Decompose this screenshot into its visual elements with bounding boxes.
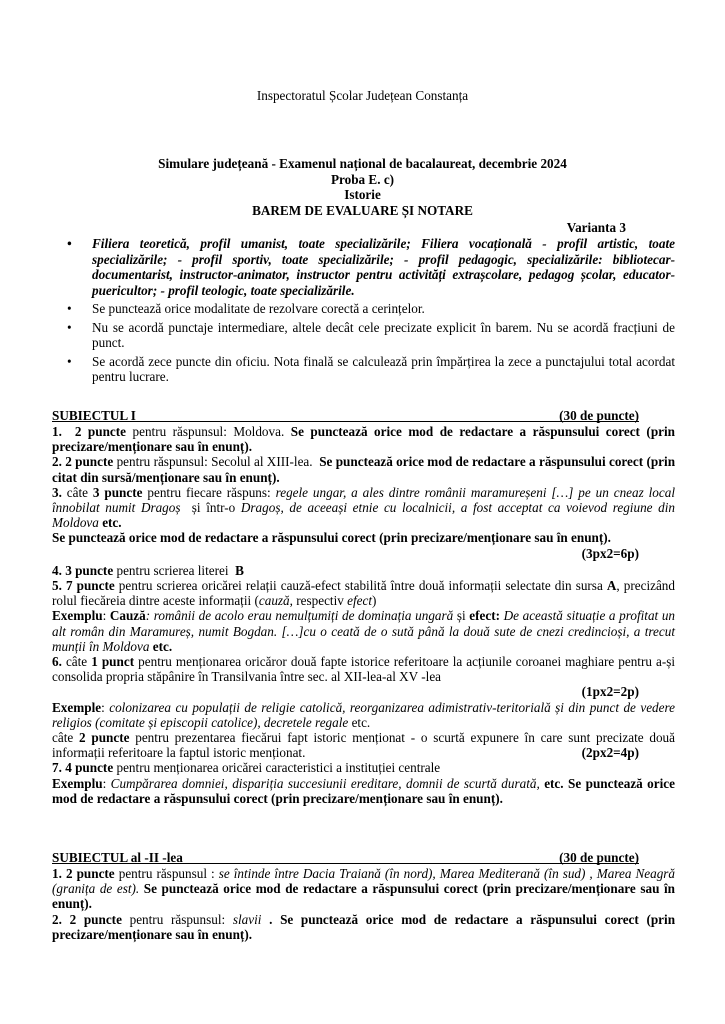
item-3: 3. câte 3 puncte pentru fiecare răspuns: regele ungar, a ales dintre românii maramureșeni […] pe un cneaz local înnobilat numit Dragoș și într-o Dragoș, de aceeași etnie cu localnicii, a fost acceptat ca voievod regiune din Moldova etc. <box>52 484 676 531</box>
item-6-examples: Exemple: colonizarea cu populații de religie catolică, reorganizarea adimistrativ-teritorială și din punct de vedere religios (comitate și episcopii catolice), decretele regale etc. <box>52 699 675 730</box>
section-points: (30 de puncte) <box>559 850 639 865</box>
exam-title: Simulare județeană - Examenul național de bacalaureat, decembrie 2024 <box>158 156 567 171</box>
section-heading <box>52 408 675 424</box>
instruction-bullet: • Se acordă zece puncte din oficiu. Nota finală se calculează prin împărțirea la zece a punctajului total acordat pentru lucrare. <box>52 354 675 385</box>
instructions-list <box>52 236 675 388</box>
item-6-part-2: câte 2 puncte pentru prezentarea fiecărui fapt istoric menționat - o scurtă expunere în care sunt precizate două informații referitoare la faptul istoric menționat. (2px2=4p) <box>52 730 676 761</box>
item-6-score-2: (2px2=4p) <box>581 745 639 761</box>
item-7: 7. 4 puncte pentru menționarea oricărei caracteristici a instituției centrale <box>52 760 441 776</box>
item-4: 4. 3 puncte pentru scrierea literei B <box>52 562 244 578</box>
item-6: 6. câte 1 punct pentru menționarea oricăror două fapte istorice referitoare la acțiunile coroanei maghiare pentru a-și consolida propria stăpânire în Transilvania între sec. al XII-lea-al XV -lea <box>52 654 676 685</box>
item-6-score-1: (1px2=2p) <box>581 684 639 700</box>
item-2: 2. 2 puncte pentru răspunsul: slavii . Se punctează orice mod de redactare a răspunsului corect (prin precizare/menționare sau în enunț). <box>52 911 676 942</box>
exam-subject: Istorie <box>344 187 381 202</box>
inspectorate-header: Inspectoratul Școlar Județean Constanța <box>256 88 469 103</box>
item-2: 2. 2 puncte pentru răspunsul: Secolul al XIII-lea. Se punctează orice mod de redactare a răspunsului corect (prin citat din sursă/menționare sau în enunț). <box>52 454 676 485</box>
section-subiectul-1 <box>52 408 675 806</box>
section-points: (30 de puncte) <box>559 408 639 423</box>
exam-proba: Proba E. c) <box>330 171 395 187</box>
item-3-score: (3px2=6p) <box>581 545 639 561</box>
section-title: SUBIECTUL I <box>52 408 136 423</box>
heading-rule <box>52 421 639 422</box>
section-subiectul-2 <box>52 850 675 942</box>
item-5: 5. 7 puncte pentru scrierea oricărei relații cauză-efect stabilită între două informații selectate din sursa A, precizând rolul fiecăreia dintre aceste informații (cauză, respectiv efect) <box>52 578 675 609</box>
item-1: 1. 2 puncte pentru răspunsul : se întinde între Dacia Traiană (în nord), Marea Mediterană (în sud) , Marea Neagră (granița de est). Se punctează orice mod de redactare a răspunsului corect (prin precizare/menționare sau în enunț). <box>52 866 676 912</box>
item-5-example: Exemplu: Cauză: românii de acolo erau nemulțumiți de dominația ungară și efect: De această situație a profitat un alt român din Maramureș, numit Bogdan. […]cu o ceată de o sută până la două sute de cnezi credincioși, a trecut munții în Moldova etc. <box>52 608 676 654</box>
variant-label: Varianta 3 <box>566 220 626 235</box>
section-title: SUBIECTUL al -II -lea <box>52 850 183 865</box>
exam-barem-title: BAREM DE EVALUARE ȘI NOTARE <box>252 202 473 218</box>
item-1: 1. 2 puncte pentru răspunsul: Moldova. Se punctează orice mod de redactare a răspunsului corect (prin precizare/menționare sau în enunț). <box>52 424 676 455</box>
instruction-bullet: • Se punctează orice modalitate de rezolvare corectă a cerințelor. <box>52 301 675 317</box>
instruction-bullet: • Filiera teoretică, profil umanist, toate specializările; Filiera vocațională - profil artistic, toate specializările; - profil sportiv, toate specializările; - profil pedagogic, specializările: bibliotecar-documentarist, instructor-animator, instructor pentru activități extrașcolare, pedagog școlar, educator-puericultor; - profil teologic, toate specializările. <box>52 236 675 298</box>
instruction-bullet: • Nu se acordă punctaje intermediare, altele decât cele precizate explicit în barem. Nu se acordă fracțiuni de punct. <box>52 320 675 351</box>
exam-titles <box>0 156 725 218</box>
section-heading <box>52 850 675 866</box>
item-7-example: Exemplu: Cumpărarea domniei, dispariția succesiunii ereditare, domnii de scurtă durată, etc. Se punctează orice mod de redactare a răspunsului corect (prin precizare/menționare sau în enunț). <box>52 775 675 806</box>
item-3-note: Se punctează orice mod de redactare a răspunsului corect (prin precizare/menționare sau în enunț). <box>52 530 611 546</box>
heading-rule <box>52 863 639 864</box>
